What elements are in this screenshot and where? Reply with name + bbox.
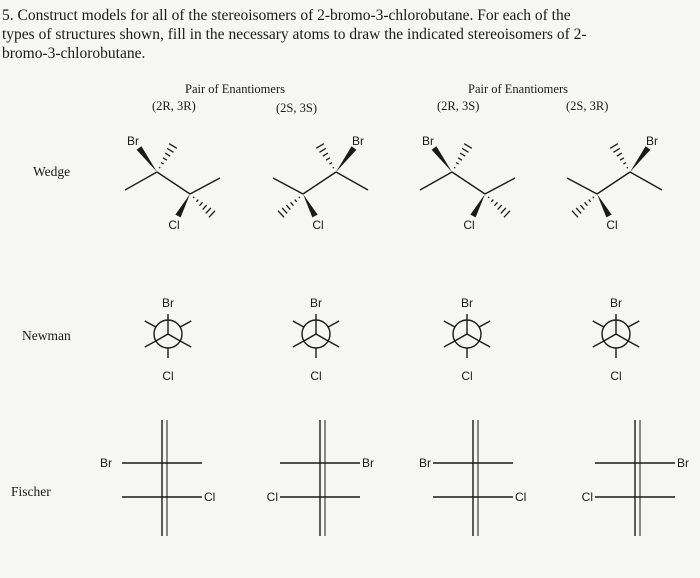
newman-structure-2-rear-bond <box>293 321 304 327</box>
hash-bond-segment <box>159 167 160 168</box>
hash-bond-segment <box>458 158 462 160</box>
bond-line <box>485 178 515 194</box>
newman-structure-1-rear-bond <box>180 341 191 347</box>
newman-structure-1-rear-bond <box>145 341 156 347</box>
newman-structure-3-front-bond <box>467 334 479 341</box>
hash-bond-segment <box>464 144 472 149</box>
wedge-bond <box>336 146 356 172</box>
hash-bond-segment <box>319 148 325 152</box>
question-line-1: 5. Construct models for all of the stereoisomers of 2-bromo-3-chlorobutane. For each of the <box>2 7 571 24</box>
hash-bond-segment <box>333 167 334 168</box>
question-line-3: bromo-3-chlorobutane. <box>2 45 146 62</box>
hash-bond-segment <box>491 200 493 202</box>
wedge-structure-4-br-label: Br <box>646 134 658 148</box>
hash-bond-segment <box>329 163 332 165</box>
fischer-structure-4-br-label: Br <box>677 456 689 470</box>
question-line-2: types of structures shown, fill in the necessary atoms to draw the indicated stereoisomers of 2- <box>2 26 587 43</box>
hash-bond-segment <box>316 144 324 149</box>
fischer-structure-1-br-label: Br <box>100 456 112 470</box>
group-1-title: Pair of Enantiomers <box>185 82 285 96</box>
wedge-bond <box>432 146 452 172</box>
group-1-config-1: (2R, 3R) <box>152 99 196 113</box>
row-label-wedge: Wedge <box>33 164 71 179</box>
hash-bond-segment <box>295 200 297 202</box>
hash-bond-segment <box>593 197 594 198</box>
hash-bond-segment <box>209 211 215 218</box>
wedge-structure-3-cl-label: Cl <box>463 218 475 232</box>
newman-structure-4-rear-bond <box>593 341 604 347</box>
hash-bond-segment <box>193 197 194 198</box>
bond-line <box>157 172 190 194</box>
hash-bond-segment <box>576 208 581 214</box>
fischer-structure-1-cl-label: Cl <box>204 490 216 504</box>
bond-line <box>303 172 336 194</box>
hash-bond-segment <box>456 163 459 165</box>
hash-bond-segment <box>196 200 198 202</box>
bond-line <box>567 178 597 194</box>
hash-bond-segment <box>498 205 502 209</box>
newman-structure-2-cl-label: Cl <box>310 369 322 383</box>
newman-structure-3-rear-bond <box>479 341 490 347</box>
hash-bond-segment <box>161 163 164 165</box>
fischer-structure-4-cl-label: Cl <box>581 490 593 504</box>
newman-structure-1-br-label: Br <box>162 296 174 310</box>
hash-bond-segment <box>299 197 300 198</box>
newman-structure-1-front-bond <box>156 334 168 341</box>
wedge-structure-1-br-label: Br <box>127 134 139 148</box>
group-2-title: Pair of Enantiomers <box>468 82 568 96</box>
newman-structure-1-rear-bond <box>180 321 191 327</box>
newman-structure-3-rear-bond <box>479 321 490 327</box>
newman-structure-2-br-label: Br <box>310 296 322 310</box>
bond-line <box>190 178 220 194</box>
wedge-structure-1-cl-label: Cl <box>168 218 180 232</box>
hash-bond-segment <box>620 158 624 160</box>
newman-structure-4-cl-label: Cl <box>610 369 622 383</box>
wedge-bond <box>303 194 318 217</box>
group-2-config-1: (2R, 3S) <box>437 99 480 113</box>
wedge-structure-2-cl-label: Cl <box>312 218 324 232</box>
hash-bond-segment <box>323 153 328 156</box>
wedge-bond <box>630 146 650 172</box>
hash-bond-segment <box>572 211 578 218</box>
bond-line <box>597 172 630 194</box>
wedge-bond <box>470 194 485 217</box>
newman-structure-3-cl-label: Cl <box>461 369 473 383</box>
newman-structure-4-front-bond <box>616 334 628 341</box>
wedge-structure-3-br-label: Br <box>422 134 434 148</box>
newman-structure-3-rear-bond <box>444 321 455 327</box>
hash-bond-segment <box>617 153 622 156</box>
wedge-structure-2-br-label: Br <box>352 134 364 148</box>
hash-bond-segment <box>167 148 173 152</box>
newman-structure-1-front-bond <box>168 334 180 341</box>
newman-structure-4-front-bond <box>604 334 616 341</box>
newman-structure-2-rear-bond <box>328 341 339 347</box>
wedge-bond <box>175 194 190 217</box>
hash-bond-segment <box>627 167 628 168</box>
hash-bond-segment <box>623 163 626 165</box>
fischer-structure-3-cl-label: Cl <box>515 490 527 504</box>
newman-structure-1-rear-bond <box>145 321 156 327</box>
hash-bond-segment <box>286 205 290 209</box>
newman-structure-3-front-bond <box>455 334 467 341</box>
fischer-structure-2-cl-label: Cl <box>266 490 278 504</box>
wedge-bond <box>597 194 612 217</box>
newman-structure-4-rear-bond <box>593 321 604 327</box>
hash-bond-segment <box>199 202 202 205</box>
newman-structure-2-rear-bond <box>328 321 339 327</box>
fischer-structure-3-br-label: Br <box>419 456 431 470</box>
newman-structure-4-rear-bond <box>628 341 639 347</box>
hash-bond-segment <box>169 144 177 149</box>
newman-structure-3-br-label: Br <box>461 296 473 310</box>
group-1-config-2: (2S, 3S) <box>276 101 317 115</box>
hash-bond-segment <box>589 200 591 202</box>
bond-line <box>420 172 452 190</box>
hash-bond-segment <box>504 211 510 218</box>
hash-bond-segment <box>282 208 287 214</box>
newman-structure-4-br-label: Br <box>610 296 622 310</box>
hash-bond-segment <box>290 202 293 205</box>
hash-bond-segment <box>203 205 207 209</box>
newman-structure-4-rear-bond <box>628 321 639 327</box>
wedge-structure-4-cl-label: Cl <box>606 218 618 232</box>
hash-bond-segment <box>326 158 330 160</box>
bond-line <box>336 172 368 190</box>
hash-bond-segment <box>501 208 506 214</box>
hash-bond-segment <box>488 197 489 198</box>
newman-structure-2-rear-bond <box>293 341 304 347</box>
bond-line <box>273 178 303 194</box>
newman-structure-2-front-bond <box>316 334 328 341</box>
hash-bond-segment <box>454 167 455 168</box>
hash-bond-segment <box>580 205 584 209</box>
hash-bond-segment <box>584 202 587 205</box>
bond-line <box>452 172 485 194</box>
hash-bond-segment <box>278 211 284 218</box>
hash-bond-segment <box>206 208 211 214</box>
hash-bond-segment <box>163 158 167 160</box>
newman-structure-1-cl-label: Cl <box>162 369 174 383</box>
hash-bond-segment <box>462 148 468 152</box>
hash-bond-segment <box>494 202 497 205</box>
hash-bond-segment <box>610 144 618 149</box>
hash-bond-segment <box>460 153 465 156</box>
fischer-structure-2-br-label: Br <box>362 456 374 470</box>
bond-line <box>630 172 662 190</box>
hash-bond-segment <box>613 148 619 152</box>
row-label-newman: Newman <box>22 328 71 343</box>
hash-bond-segment <box>165 153 170 156</box>
bond-line <box>125 172 157 190</box>
newman-structure-2-front-bond <box>304 334 316 341</box>
wedge-bond <box>137 146 157 172</box>
group-2-config-2: (2S, 3R) <box>566 99 609 113</box>
row-label-fischer: Fischer <box>11 484 51 499</box>
newman-structure-3-rear-bond <box>444 341 455 347</box>
